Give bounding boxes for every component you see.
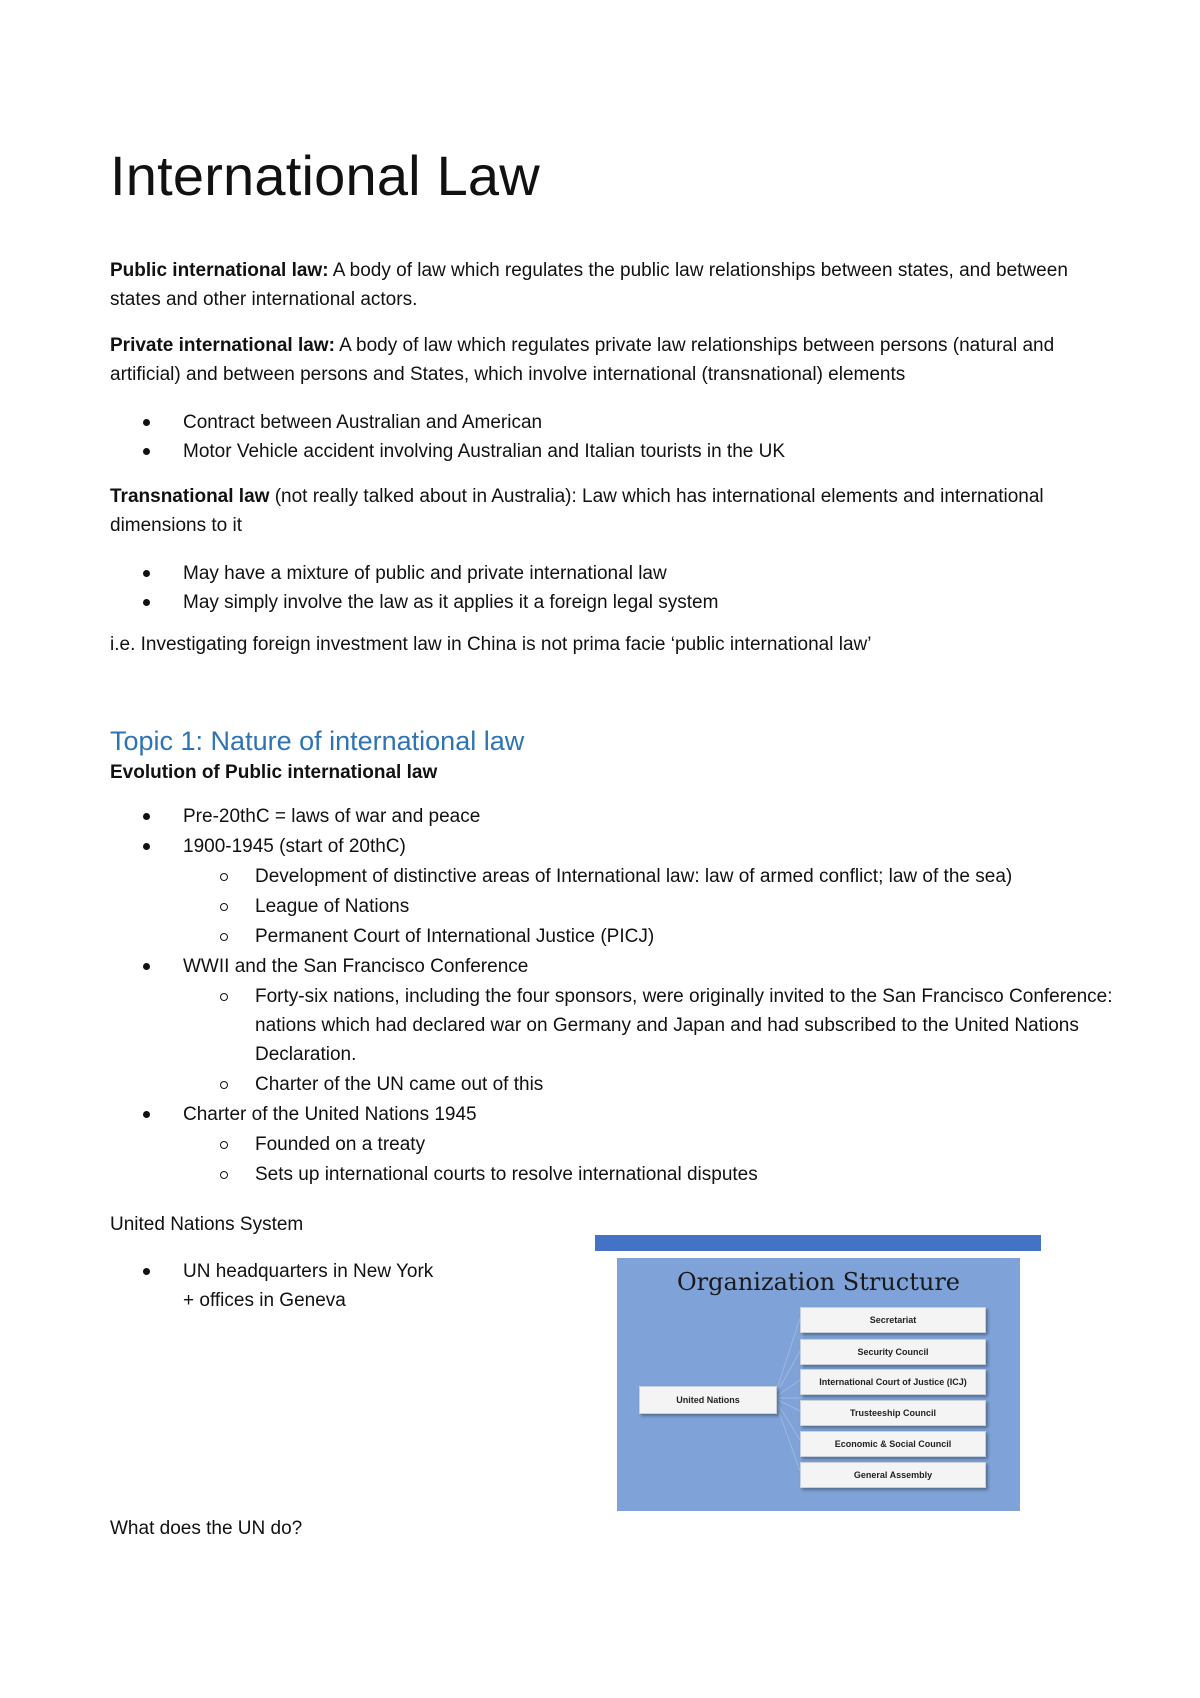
private-law-definition — [110, 331, 1100, 389]
transnational-law-points — [110, 559, 718, 617]
example-note: i.e. Investigating foreign investment law in China is not prima facie ‘public international law’ — [110, 634, 872, 655]
list-item: May have a mixture of public and private international law — [110, 559, 718, 588]
un-system-label: United Nations System — [110, 1214, 304, 1235]
sub-list-item: Forty-six nations, including the four sponsors, were originally invited to the San Francisco Conference: nations which had declared war on Germany and Japan and had subscribed to the United Nations Declaration. — [110, 982, 1175, 1069]
list-item: Pre-20thC = laws of war and peace — [110, 802, 1175, 831]
public-law-term: Public international law: — [110, 260, 329, 281]
sub-list-item: League of Nations — [110, 892, 1175, 921]
transnational-law-definition — [110, 482, 1100, 540]
public-law-text: A body of law which regulates the public law relationships between states, and between states and other international actors. — [110, 260, 1068, 310]
private-law-text: A body of law which regulates private law relationships between persons (natural and artificial) and between persons and States, which involve international (transnational) elements — [110, 335, 1055, 385]
list-item: Charter of the United Nations 1945 — [110, 1100, 1175, 1129]
topic1-heading: Topic 1: Nature of international law — [110, 726, 525, 756]
list-item: UN headquarters in New York — [110, 1257, 433, 1286]
org-organ-box: General Assembly — [800, 1462, 986, 1488]
sub-list-item: Development of distinctive areas of International law: law of armed conflict; law of the sea) — [110, 862, 1175, 891]
org-root-box: United Nations — [639, 1386, 777, 1414]
org-chart-title: Organization Structure — [677, 1268, 960, 1296]
sub-list-item: Sets up international courts to resolve international disputes — [110, 1160, 1175, 1189]
sub-list-item: Founded on a treaty — [110, 1130, 1175, 1159]
org-organ-box: Secretariat — [800, 1307, 986, 1333]
org-structure-figure — [617, 1258, 1020, 1511]
org-organ-box: Security Council — [800, 1339, 986, 1365]
list-item: Motor Vehicle accident involving Australian and Italian tourists in the UK — [110, 437, 785, 466]
org-organ-box: International Court of Justice (ICJ) — [800, 1369, 986, 1395]
figure-top-bar — [595, 1235, 1041, 1251]
private-law-examples — [110, 408, 785, 466]
topic1-list — [110, 802, 1175, 1189]
org-organ-box: Trusteeship Council — [800, 1400, 986, 1426]
un-system-points — [110, 1257, 433, 1315]
sub-list-item: Charter of the UN came out of this — [110, 1070, 1175, 1099]
org-organ-box: Economic & Social Council — [800, 1431, 986, 1457]
transnational-law-term: Transnational law — [110, 486, 270, 507]
list-item: 1900-1945 (start of 20thC) — [110, 832, 1175, 861]
sub-list-item: Permanent Court of International Justice (PICJ) — [110, 922, 1175, 951]
public-law-definition — [110, 256, 1100, 314]
document-title: International Law — [110, 144, 540, 207]
un-question: What does the UN do? — [110, 1518, 303, 1539]
list-item: WWII and the San Francisco Conference — [110, 952, 1175, 981]
topic1-subheading: Evolution of Public international law — [110, 762, 438, 783]
transnational-law-text: (not really talked about in Australia): Law which has international elements and international dimensions to it — [110, 486, 1044, 536]
private-law-term: Private international law: — [110, 335, 335, 356]
list-item-continuation: + offices in Geneva — [183, 1290, 346, 1311]
list-item: Contract between Australian and American — [110, 408, 785, 437]
list-item: May simply involve the law as it applies it a foreign legal system — [110, 588, 718, 617]
